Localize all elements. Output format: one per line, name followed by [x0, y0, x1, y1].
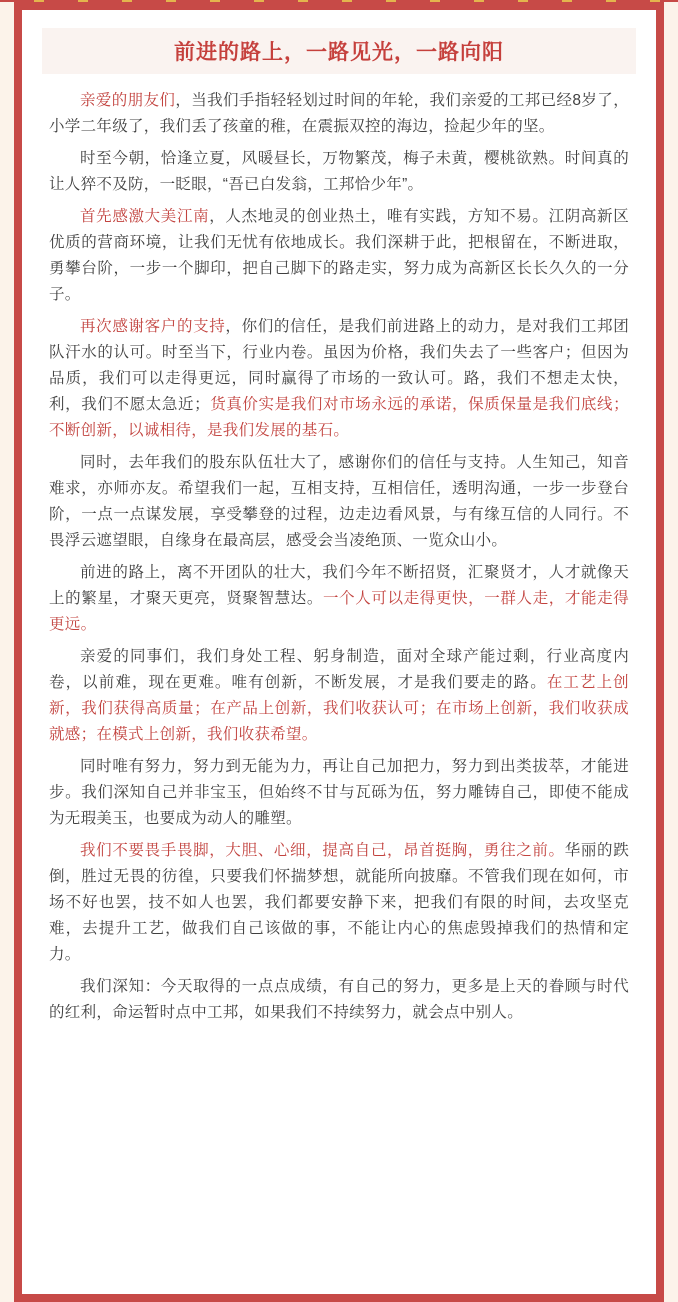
body-text: 亲爱的同事们，我们身处工程、躬身制造，面对全球产能过剩，行业高度内卷，以前难，现在更难。唯有创新，不断发展，才是我们要走的路。 [49, 648, 629, 691]
body-text: ，人杰地灵的创业热土，唯有实践，方知不易。江阴高新区优质的营商环境，让我们无忧有依地成长。我们深耕于此，把根留在，不断进取，勇攀台阶，一步一个脚印，把自己脚下的路走实，努力成为高新区长长久久的一分子。 [49, 208, 629, 303]
highlight-text: 亲爱的朋友们 [80, 92, 176, 109]
body-text: ，你们的信任，是我们前进路上的动力，是对我们工邦团队汗水的认可。时至当下，行业内卷。虽因为价格，我们失去了一些客户；但因为品质，我们可以走得更远，同时赢得了市场的一致认可。路，我们不想走太快，利，我们不愿太急近； [49, 318, 629, 413]
body-text: 同时唯有努力，努力到无能为力，再让自己加把力，努力到出类拔萃，才能进步。我们深知自己并非宝玉，但始终不甘与瓦砾为伍，努力雕铸自己，即使不能成为无瑕美玉，也要成为动人的雕塑。 [49, 758, 629, 827]
page-inner [22, 10, 656, 1026]
highlight-text: 再次感谢客户的支持 [80, 318, 226, 335]
paragraph [49, 974, 629, 1026]
highlight-text: 一个人可以走得更快，一群人走，才能走得更远。 [49, 590, 630, 633]
body-text: 华丽的跌倒，胜过无畏的彷徨，只要我们怀揣梦想，就能所向披靡。不管我们现在如何，市场不好也罢，技不如人也罢，我们都要安静下来，把我们有限的时间，去攻坚克难，去提升工艺，做我们自己该做的事，不能让内心的焦虑毁掉我们的热情和定力。 [49, 842, 629, 963]
paragraph [49, 644, 629, 748]
page-title: 前进的路上，一路见光，一路向阳 [174, 41, 504, 64]
paragraph [49, 204, 629, 308]
body-text: 同时，去年我们的股东队伍壮大了，感谢你们的信任与支持。人生知己，知音难求，亦师亦友。希望我们一起，互相支持，互相信任，透明沟通，一步一步登台阶，一点一点谋发展，享受攀登的过程，边走边看风景，与有缘互信的人同行。不畏浮云遮望眼，自缘身在最高层，感受会当凌绝顶、一览众山小。 [49, 454, 629, 549]
highlight-text: 在工艺上创新，我们获得高质量；在产品上创新，我们收获认可；在市场上创新，我们收获成就感；在模式上创新，我们收获希望。 [49, 674, 629, 743]
paragraph [49, 754, 629, 832]
highlight-text: 我们不要畏手畏脚，大胆、心细，提高自己，昂首挺胸，勇往之前。 [80, 842, 565, 859]
title-banner [42, 28, 636, 74]
paragraph [49, 314, 629, 444]
body-text: 我们深知：今天取得的一点点成绩，有自己的努力，更多是上天的眷顾与时代的红利，命运暂时点中工邦，如果我们不持续努力，就会点中别人。 [49, 978, 629, 1021]
paragraph [49, 146, 629, 198]
paragraph [49, 560, 629, 638]
paragraph [49, 88, 629, 140]
highlight-text: 货真价实是我们对市场永远的承诺，保质保量是我们底线；不断创新，以诚相待，是我们发展的基石。 [49, 396, 629, 439]
body-text: ，当我们手指轻轻划过时间的年轮，我们亲爱的工邦已经8岁了，小学二年级了，我们丢了孩童的稚，在震振双控的海边，捡起少年的坚。 [49, 92, 629, 135]
body-text: 前进的路上，离不开团队的壮大，我们今年不断招贤，汇聚贤才，人才就像天上的繁星，才聚天更亮，贤聚智慧达。 [49, 564, 629, 607]
highlight-text: 首先感激大美江南 [80, 208, 210, 225]
paragraph [49, 838, 629, 968]
paragraph [49, 450, 629, 554]
body-text: 时至今朝，恰逢立夏，风暖昼长，万物繁茂，梅子未黄，樱桃欲熟。时间真的让人猝不及防，一眨眼，“吾已白发翁，工邦恰少年”。 [49, 150, 629, 193]
article-body [22, 88, 656, 1026]
red-frame [14, 2, 664, 1302]
